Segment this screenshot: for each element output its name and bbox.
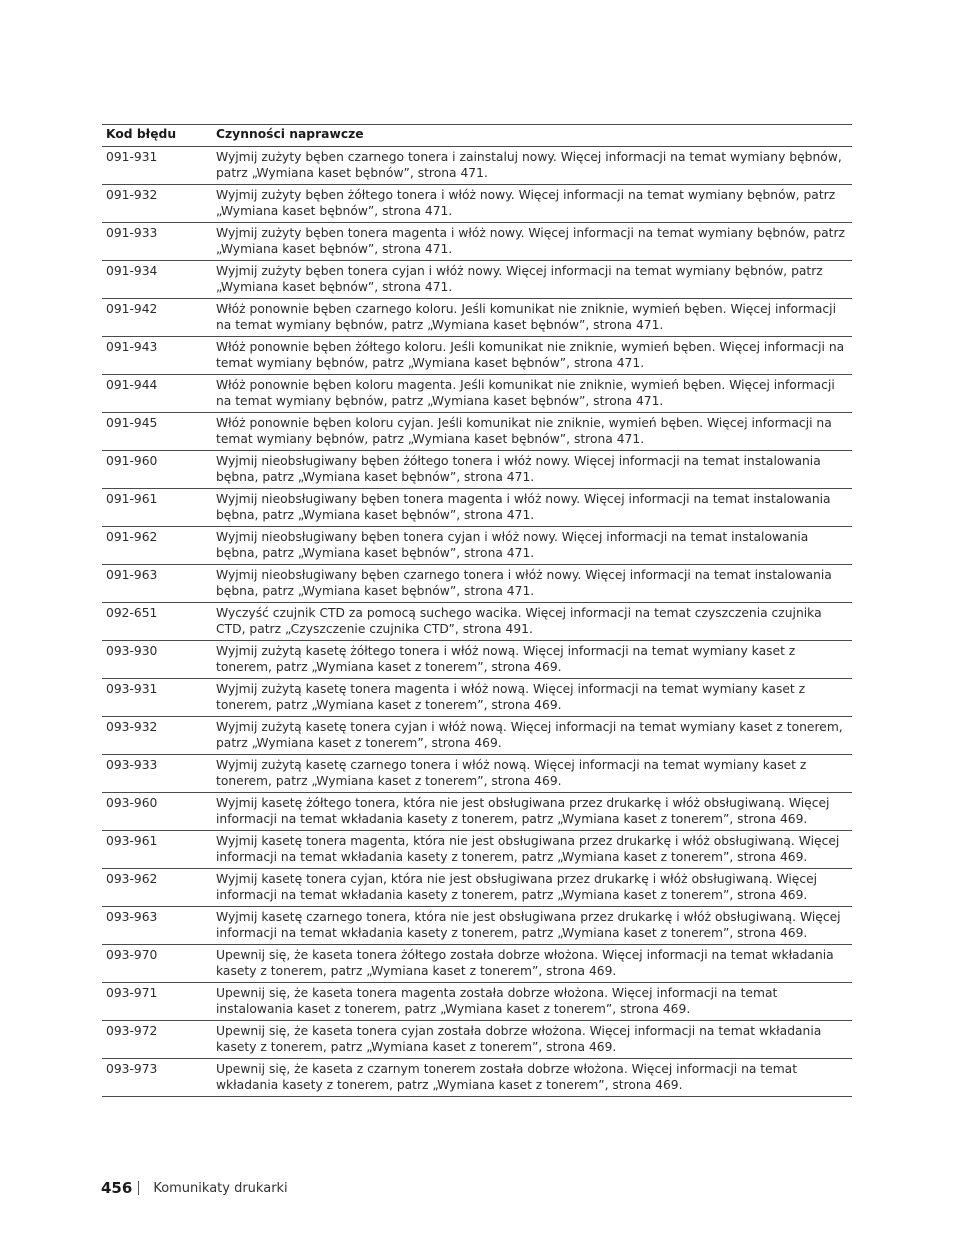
table-row <box>102 412 852 450</box>
table-row <box>102 906 852 944</box>
corrective-action-cell: Wyjmij nieobsługiwany bęben tonera magenta i włóż nowy. Więcej informacji na temat instalowania bębna, patrz „Wymiana kaset bębnów”, strona 471. <box>212 488 852 526</box>
corrective-action-cell: Wyjmij kasetę tonera magenta, która nie jest obsługiwana przez drukarkę i włóż obsługiwaną. Więcej informacji na temat wkładania kasety z tonerem, patrz „Wymiana kaset z tonerem”, strona 469. <box>212 830 852 868</box>
error-code-cell: 093-930 <box>102 640 212 678</box>
error-code-cell: 091-960 <box>102 450 212 488</box>
table-row <box>102 146 852 184</box>
error-code-cell: 091-963 <box>102 564 212 602</box>
table-row <box>102 374 852 412</box>
corrective-action-cell: Wyjmij zużyty bęben tonera magenta i włóż nowy. Więcej informacji na temat wymiany bębnów, patrz „Wymiana kaset bębnów”, strona 471. <box>212 222 852 260</box>
table-row <box>102 830 852 868</box>
error-code-cell: 093-961 <box>102 830 212 868</box>
error-code-table <box>102 124 852 1097</box>
table-row <box>102 260 852 298</box>
error-code-cell: 091-931 <box>102 146 212 184</box>
table-row <box>102 488 852 526</box>
corrective-action-cell: Wyjmij nieobsługiwany bęben czarnego tonera i włóż nowy. Więcej informacji na temat instalowania bębna, patrz „Wymiana kaset bębnów”, strona 471. <box>212 564 852 602</box>
corrective-action-cell: Wyjmij zużytą kasetę tonera magenta i włóż nową. Więcej informacji na temat wymiany kaset z tonerem, patrz „Wymiana kaset z tonerem”, strona 469. <box>212 678 852 716</box>
error-code-cell: 091-961 <box>102 488 212 526</box>
table-row <box>102 792 852 830</box>
table-row <box>102 602 852 640</box>
table-row <box>102 640 852 678</box>
error-code-cell: 093-962 <box>102 868 212 906</box>
error-code-cell: 093-970 <box>102 944 212 982</box>
corrective-action-cell: Włóż ponownie bęben koloru cyjan. Jeśli komunikat nie zniknie, wymień bęben. Więcej informacji na temat wymiany bębnów, patrz „Wymiana kaset bębnów”, strona 471. <box>212 412 852 450</box>
error-code-cell: 091-945 <box>102 412 212 450</box>
table-row <box>102 1020 852 1058</box>
table-row <box>102 678 852 716</box>
table-row <box>102 754 852 792</box>
error-code-cell: 093-973 <box>102 1058 212 1096</box>
table-row <box>102 944 852 982</box>
corrective-action-cell: Wyjmij kasetę czarnego tonera, która nie jest obsługiwana przez drukarkę i włóż obsługiwaną. Więcej informacji na temat wkładania kasety z tonerem, patrz „Wymiana kaset z tonerem”, strona 469. <box>212 906 852 944</box>
corrective-action-cell: Wyczyść czujnik CTD za pomocą suchego wacika. Więcej informacji na temat czyszczenia czujnika CTD, patrz „Czyszczenie czujnika CTD”, strona 491. <box>212 602 852 640</box>
table-row <box>102 222 852 260</box>
table-row <box>102 336 852 374</box>
page-footer <box>101 1179 288 1197</box>
corrective-action-cell: Wyjmij nieobsługiwany bęben żółtego tonera i włóż nowy. Więcej informacji na temat instalowania bębna, patrz „Wymiana kaset bębnów”, strona 471. <box>212 450 852 488</box>
table-header-row <box>102 125 852 147</box>
corrective-action-cell: Włóż ponownie bęben czarnego koloru. Jeśli komunikat nie zniknie, wymień bęben. Więcej informacji na temat wymiany bębnów, patrz „Wymiana kaset bębnów”, strona 471. <box>212 298 852 336</box>
column-header-code: Kod błędu <box>102 125 212 147</box>
error-code-cell: 091-962 <box>102 526 212 564</box>
error-code-cell: 093-933 <box>102 754 212 792</box>
page-number: 456 <box>101 1179 133 1197</box>
error-code-cell: 092-651 <box>102 602 212 640</box>
corrective-action-cell: Wyjmij zużytą kasetę tonera cyjan i włóż nową. Więcej informacji na temat wymiany kaset z tonerem, patrz „Wymiana kaset z tonerem”, strona 469. <box>212 716 852 754</box>
error-code-cell: 093-963 <box>102 906 212 944</box>
corrective-action-cell: Wyjmij kasetę tonera cyjan, która nie jest obsługiwana przez drukarkę i włóż obsługiwaną. Więcej informacji na temat wkładania kasety z tonerem, patrz „Wymiana kaset z tonerem”, strona 469. <box>212 868 852 906</box>
table-body <box>102 146 852 1096</box>
error-code-cell: 093-932 <box>102 716 212 754</box>
error-code-cell: 093-931 <box>102 678 212 716</box>
table-row <box>102 298 852 336</box>
corrective-action-cell: Wyjmij nieobsługiwany bęben tonera cyjan i włóż nowy. Więcej informacji na temat instalowania bębna, patrz „Wymiana kaset bębnów”, strona 471. <box>212 526 852 564</box>
error-code-cell: 091-944 <box>102 374 212 412</box>
table-row <box>102 716 852 754</box>
table-header <box>102 125 852 147</box>
corrective-action-cell: Wyjmij zużytą kasetę żółtego tonera i włóż nową. Więcej informacji na temat wymiany kaset z tonerem, patrz „Wymiana kaset z tonerem”, strona 469. <box>212 640 852 678</box>
table-row <box>102 450 852 488</box>
error-code-cell: 093-971 <box>102 982 212 1020</box>
error-code-cell: 091-942 <box>102 298 212 336</box>
error-code-cell: 093-972 <box>102 1020 212 1058</box>
table-row <box>102 564 852 602</box>
corrective-action-cell: Włóż ponownie bęben żółtego koloru. Jeśli komunikat nie zniknie, wymień bęben. Więcej informacji na temat wymiany bębnów, patrz „Wymiana kaset bębnów”, strona 471. <box>212 336 852 374</box>
corrective-action-cell: Upewnij się, że kaseta z czarnym tonerem została dobrze włożona. Więcej informacji na temat wkładania kasety z tonerem, patrz „Wymiana kaset z tonerem”, strona 469. <box>212 1058 852 1096</box>
corrective-action-cell: Wyjmij zużyty bęben żółtego tonera i włóż nowy. Więcej informacji na temat wymiany bębnów, patrz „Wymiana kaset bębnów”, strona 471. <box>212 184 852 222</box>
corrective-action-cell: Wyjmij zużytą kasetę czarnego tonera i włóż nową. Więcej informacji na temat wymiany kaset z tonerem, patrz „Wymiana kaset z tonerem”, strona 469. <box>212 754 852 792</box>
corrective-action-cell: Wyjmij zużyty bęben czarnego tonera i zainstaluj nowy. Więcej informacji na temat wymiany bębnów, patrz „Wymiana kaset bębnów”, strona 471. <box>212 146 852 184</box>
table-row <box>102 184 852 222</box>
error-code-cell: 093-960 <box>102 792 212 830</box>
corrective-action-cell: Upewnij się, że kaseta tonera żółtego została dobrze włożona. Więcej informacji na temat wkładania kasety z tonerem, patrz „Wymiana kaset z tonerem”, strona 469. <box>212 944 852 982</box>
corrective-action-cell: Wyjmij kasetę żółtego tonera, która nie jest obsługiwana przez drukarkę i włóż obsługiwaną. Więcej informacji na temat wkładania kasety z tonerem, patrz „Wymiana kaset z tonerem”, strona 469. <box>212 792 852 830</box>
error-code-table-container <box>102 124 852 1097</box>
error-code-cell: 091-934 <box>102 260 212 298</box>
corrective-action-cell: Upewnij się, że kaseta tonera cyjan została dobrze włożona. Więcej informacji na temat wkładania kasety z tonerem, patrz „Wymiana kaset z tonerem”, strona 469. <box>212 1020 852 1058</box>
corrective-action-cell: Wyjmij zużyty bęben tonera cyjan i włóż nowy. Więcej informacji na temat wymiany bębnów, patrz „Wymiana kaset bębnów”, strona 471. <box>212 260 852 298</box>
column-header-action: Czynności naprawcze <box>212 125 852 147</box>
error-code-cell: 091-933 <box>102 222 212 260</box>
table-row <box>102 982 852 1020</box>
table-row <box>102 868 852 906</box>
corrective-action-cell: Upewnij się, że kaseta tonera magenta została dobrze włożona. Więcej informacji na temat instalowania kaset z tonerem, patrz „Wymiana kaset z tonerem”, strona 469. <box>212 982 852 1020</box>
error-code-cell: 091-932 <box>102 184 212 222</box>
footer-separator <box>138 1181 139 1195</box>
table-row <box>102 1058 852 1096</box>
corrective-action-cell: Włóż ponownie bęben koloru magenta. Jeśli komunikat nie zniknie, wymień bęben. Więcej informacji na temat wymiany bębnów, patrz „Wymiana kaset bębnów”, strona 471. <box>212 374 852 412</box>
section-title: Komunikaty drukarki <box>153 1180 288 1196</box>
error-code-cell: 091-943 <box>102 336 212 374</box>
table-row <box>102 526 852 564</box>
